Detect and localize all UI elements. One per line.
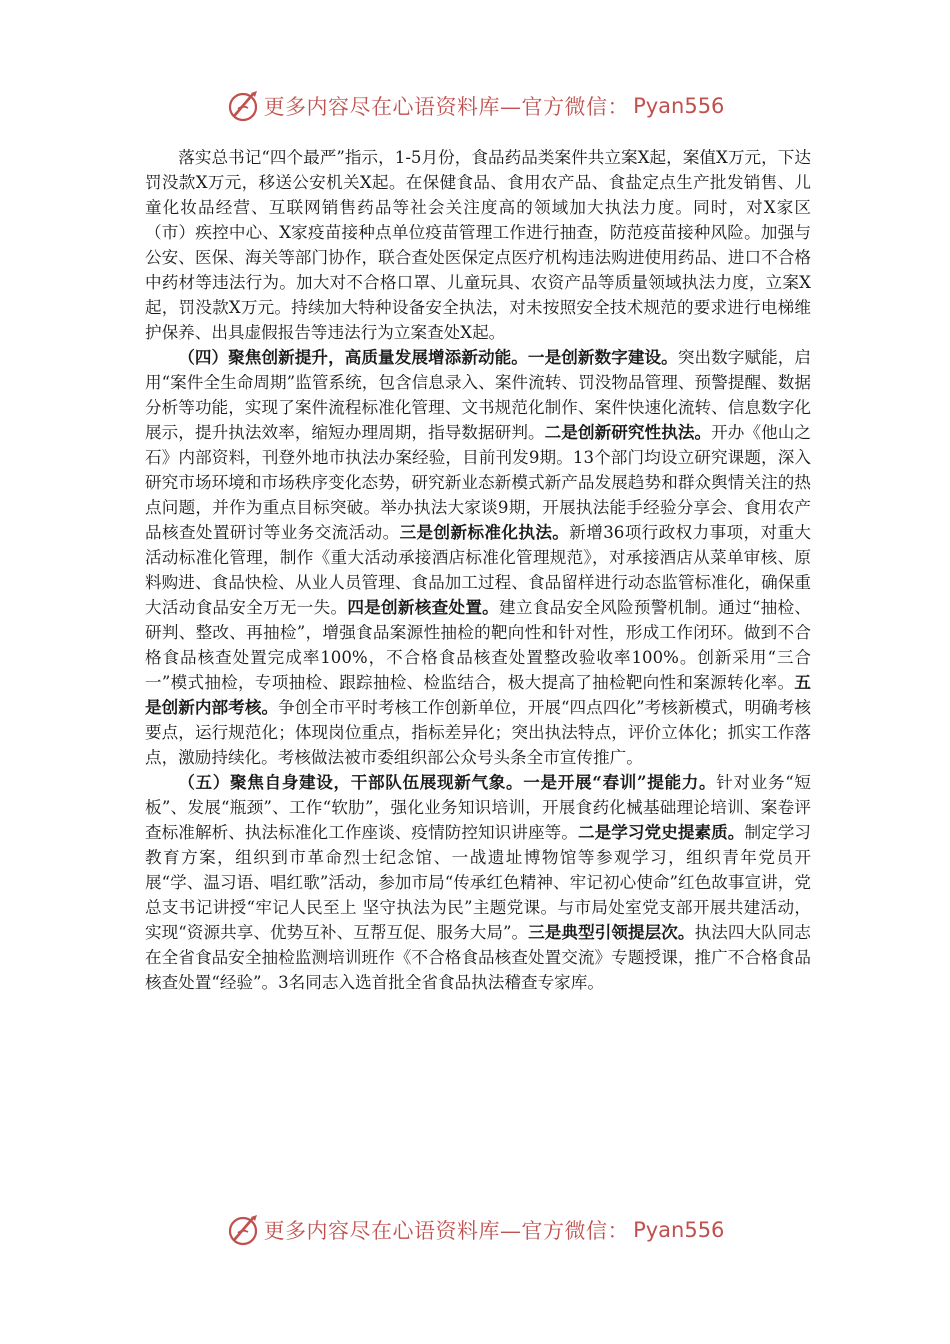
banner-text: 更多内容尽在心语资料库—官方微信： <box>263 95 630 119</box>
subheading: 二是创新研究性执法。 <box>544 422 712 442</box>
text-run: 落实总书记“四个最严”指示，1-5月份，食品药品类案件共立案X起，案值X万元，下达罚没款X万元，移送公安机关X起。在保健食品、食用农产品、食盐定点生产批发销售、儿童化妆品经营、互联网销售药品等社会关注度高的领域加大执法力度。同时，对X家区（市）疾控中心、X家疫苗接种点单位疫苗管理工作进行抽查，防范疫苗接种风险。加强与公安、医保、海关等部门协作，联合查处医保定点医疗机构违法购进使用药品、进口不合格中药材等违法行为。加大对不合格口罩、儿童玩具、农资产品等质量领域执法力度，立案X起，罚没款X万元。持续加大特种设备安全执法，对未按照安全技术规范的要求进行电梯维护保养、出具虚假报告等违法行为立案查处X起。 <box>145 148 811 342</box>
section-heading: （四）聚焦创新提升，高质量发展增添新动能。一是创新数字建设。 <box>178 347 678 367</box>
text-run: 执法四大队同志在全省食品安全抽检监测培训班作《不合格食品核查处置交流》专题授课，推广不合格食品核查处置“经验”。3名同志入选首批全省食品执法稽查专家库。 <box>145 923 811 992</box>
text-run: 突出数字赋能，启用“案件全生命周期”监管系统，包含信息录入、案件流转、罚没物品管理、预警提醒、数据分析等功能，实现了案件流程标准化管理、文书规范化制作、案件快速化流转、信息数字化展示，提升执法效率，缩短办理周期，指导数据研判。 <box>145 348 812 442</box>
text-run: 争创全市平时考核工作创新单位，开展“四点四化”考核新模式，明确考核要点，运行规范化；体现岗位重点，指标差异化；突出执法特点，评价立体化；抓实工作落点，激励持续化。考核做法被市委组织部公众号头条全市宣传推广。 <box>145 698 811 767</box>
pen-logo-icon <box>226 1212 262 1248</box>
text-run: 开办《他山之石》内部资料，刊登外地市执法办案经验，目前刊发9期。13个部门均设立研究课题，深入研究市场环境和市场秩序变化态势，研究新业态新模式新产品发展趋势和群众舆情关注的热点问题，并作为重点目标突破。举办执法大家谈9期，开展执法能手经验分享会、食用农产品核查处置研讨等业务交流活动。 <box>145 423 812 542</box>
banner-text: 更多内容尽在心语资料库—官方微信： <box>263 1219 630 1243</box>
footer-watermark-banner <box>0 1210 950 1250</box>
text-run: 制定学习教育方案，组织到市革命烈士纪念馆、一战遗址博物馆等参观学习，组织青年党员开展“学、温习语、唱红歌”活动，参加市局“传承红色精神、牢记初心使命”红色故事宣讲，党总支书记讲授“牢记人民至上 坚守执法为民”主题党课。与市局处室党支部开展共建活动，实现“资源共享、优势互补、互帮互促、服务大局”。 <box>145 823 812 942</box>
subheading: 三是创新标准化执法。 <box>399 522 570 542</box>
wechat-id: Pyan556 <box>633 94 725 118</box>
document-body <box>145 145 811 995</box>
text-run: 针对业务“短板”、发展“瓶颈”、工作“软肋”，强化业务知识培训，开展食药化械基础理论培训、案卷评查标准解析、执法标准化工作座谈、疫情防控知识讲座等。 <box>145 773 812 842</box>
wechat-id: Pyan556 <box>633 1218 725 1242</box>
paragraph-enforcement <box>145 145 811 345</box>
subheading: 三是典型引领提层次。 <box>528 922 695 942</box>
subheading: 四是创新核查处置。 <box>347 597 500 617</box>
paragraph-team-building <box>145 770 811 995</box>
pen-logo-icon <box>226 88 262 124</box>
text-run: 建立食品安全风险预警机制。通过“抽检、研判、整改、再抽检”，增强食品案源性抽检的靶向性和针对性，形成工作闭环。做到不合格食品核查处置完成率100%，不合格食品核查处置整改验收率100%。创新采用“三合一”模式抽检，专项抽检、跟踪抽检、检监结合，极大提高了抽检靶向性和案源转化率。 <box>145 598 811 692</box>
text-run: 新增36项行政权力事项，对重大活动标准化管理，制作《重大活动承接酒店标准化管理规范》，对承接酒店从菜单审核、原料购进、食品快检、从业人员管理、食品加工过程、食品留样进行动态监管标准化，确保重大活动食品安全万无一失。 <box>145 523 812 617</box>
subheading: 二是学习党史提素质。 <box>577 822 745 842</box>
paragraph-innovation <box>145 345 811 770</box>
header-watermark-banner <box>0 86 950 126</box>
subheading: 五是创新内部考核。 <box>145 672 811 717</box>
section-heading: （五）聚焦自身建设，干部队伍展现新气象。一是开展“春训”提能力。 <box>178 772 717 792</box>
